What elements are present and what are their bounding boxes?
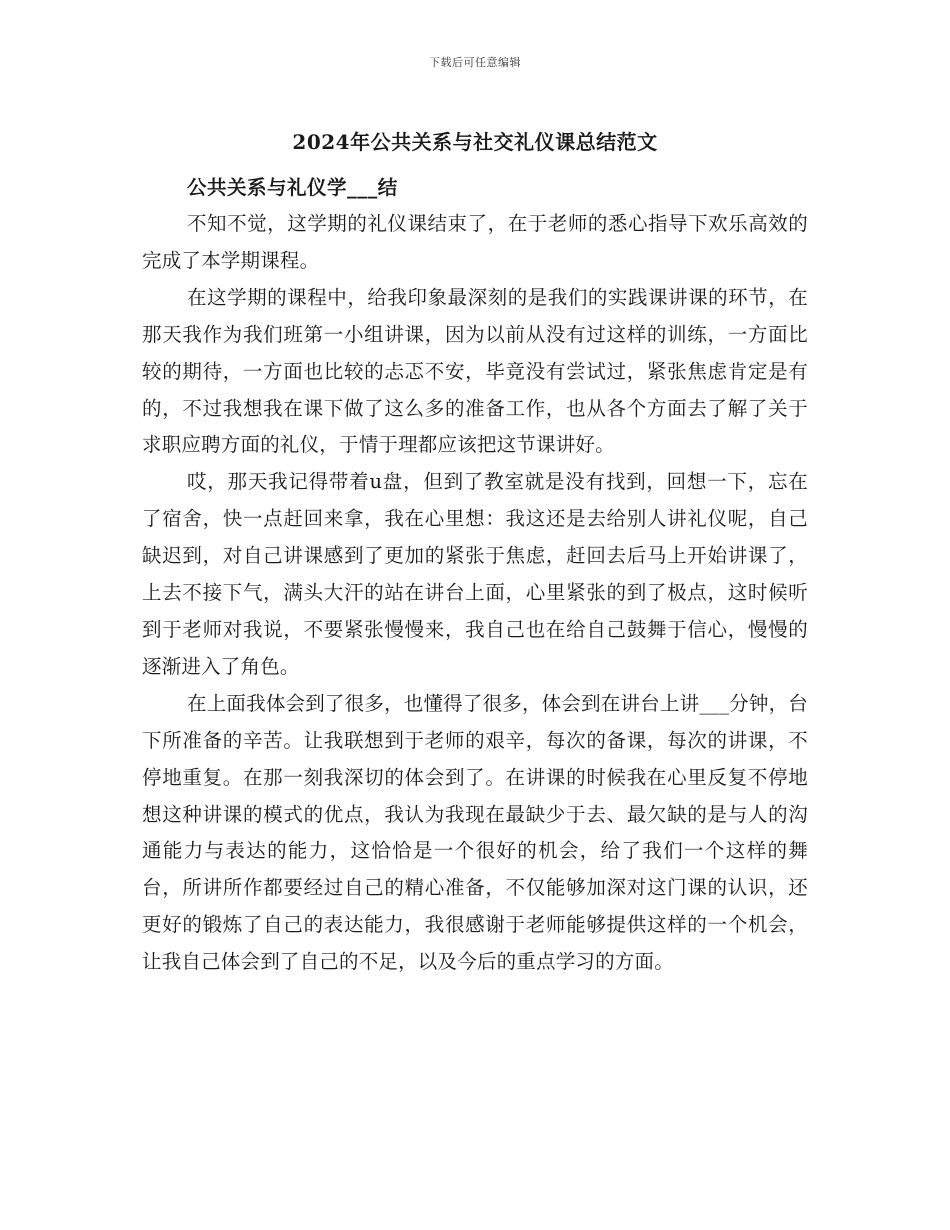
section-heading: 公共关系与礼仪学___结 [187, 176, 398, 199]
paragraph: 不知不觉，这学期的礼仪课结束了，在于老师的悉心指导下欢乐高效的完成了本学期课程。 [142, 212, 808, 272]
document-title: 2024年公共关系与社交礼仪课总结范文 [292, 130, 658, 154]
header-note: 下载后可任意编辑 [429, 56, 521, 69]
document-body [142, 206, 808, 981]
paragraph: 在这学期的课程中，给我印象最深刻的是我们的实践课讲课的环节，在那天我作为我们班第一小组讲课，因为以前从没有过这样的训练，一方面比较的期待，一方面也比较的忐忑不安，毕竟没有尝试过，紧张焦虑肯定是有的，不过我想我在课下做了这么多的准备工作，也从各个方面去了解了关于求职应聘方面的礼仪，于情于理都应该把这节课讲好。 [142, 285, 808, 457]
paragraph: 在上面我体会到了很多，也懂得了很多，体会到在讲台上讲___分钟，台下所准备的辛苦。让我联想到于老师的艰辛，每次的备课，每次的讲课，不停地重复。在那一刻我深切的体会到了。在讲课的时候我在心里反复不停地想这种讲课的模式的优点，我认为我现在最缺少于去、最欠缺的是与人的沟通能力与表达的能力，这恰恰是一个很好的机会，给了我们一个这样的舞台，所讲所作都要经过自己的精心准备，不仅能够加深对这门课的认识，还更好的锻炼了自己的表达能力，我很感谢于老师能够提供这样的一个机会，让我自己体会到了自己的不足，以及今后的重点学习的方面。 [142, 691, 808, 974]
paragraph: 哎，那天我记得带着u盘，但到了教室就是没有找到，回想一下，忘在了宿舍，快一点赶回来拿，我在心里想：我这还是去给别人讲礼仪呢，自己缺迟到，对自己讲课感到了更加的紧张于焦虑，赶回去后马上开始讲课了，上去不接下气，满头大汗的站在讲台上面，心里紧张的到了极点，这时候听到于老师对我说，不要紧张慢慢来，我自己也在给自己鼓舞于信心，慢慢的逐渐进入了角色。 [142, 470, 808, 678]
